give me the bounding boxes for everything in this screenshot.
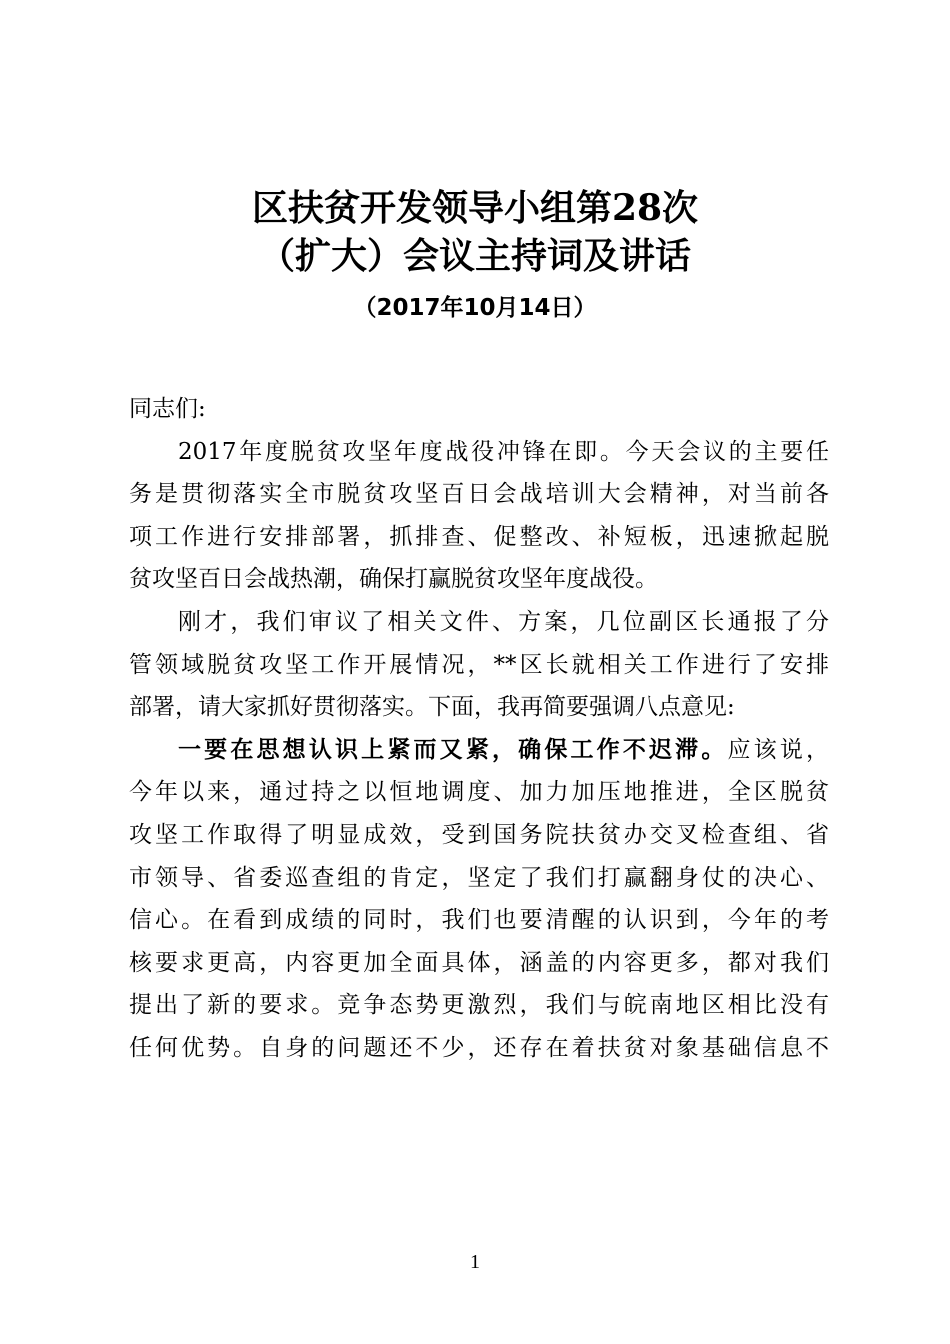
paragraph-2-line: 管领域脱贫攻坚工作开展情况，**区长就相关工作进行了安排 — [129, 651, 829, 678]
paragraph-3-line: 任何优势。自身的问题还不少，还存在着扶贫对象基础信息不 — [129, 1034, 829, 1061]
meeting-date: （2017年10月14日） — [353, 295, 597, 321]
document-body — [129, 388, 829, 1070]
paragraph-3-line: 提出了新的要求。竞争态势更激烈，我们与皖南地区相比没有 — [129, 992, 829, 1019]
paragraph-3-line: 核要求更高，内容更加全面具体，涵盖的内容更多，都对我们 — [129, 949, 829, 976]
paragraph-3-line: 攻坚工作取得了明显成效，受到国务院扶贫办交叉检查组、省 — [129, 821, 829, 848]
title-line-1: 区扶贫开发领导小组第28次 — [251, 187, 699, 229]
paragraph-1-line: 2017年度脱贫攻坚年度战役冲锋在即。今天会议的主要任 — [178, 438, 829, 465]
paragraph-2-line: 刚才，我们审议了相关文件、方案，几位副区长通报了分 — [178, 608, 829, 635]
paragraph-3-line: 今年以来，通过持之以恒地调度、加力加压地推进，全区脱贫 — [129, 779, 829, 806]
paragraph-3-first-rest: 应该说， — [727, 736, 830, 763]
paragraph-1-line: 务是贯彻落实全市脱贫攻坚百日会战培训大会精神，对当前各 — [129, 481, 829, 508]
salutation: 同志们: — [129, 396, 206, 422]
paragraph-1-line: 贫攻坚百日会战热潮，确保打赢脱贫攻坚年度战役。 — [129, 566, 658, 593]
paragraph-2-line: 部署，请大家抓好贯彻落实。下面，我再简要强调八点意见: — [129, 694, 735, 721]
paragraph-3-line: 信心。在看到成绩的同时，我们也要清醒的认识到，今年的考 — [129, 907, 829, 934]
title-line-2: （扩大）会议主持词及讲话 — [258, 235, 691, 277]
paragraph-3-first-line — [129, 729, 829, 772]
page-number: 1 — [470, 1251, 480, 1273]
point-one-heading: 一要在思想认识上紧而又紧，确保工作不迟滞。 — [178, 736, 728, 763]
paragraph-1-line: 项工作进行安排部署，抓排查、促整改、补短板，迅速掀起脱 — [129, 523, 829, 550]
paragraph-3-line: 市领导、省委巡查组的肯定，坚定了我们打赢翻身仗的决心、 — [129, 864, 829, 891]
